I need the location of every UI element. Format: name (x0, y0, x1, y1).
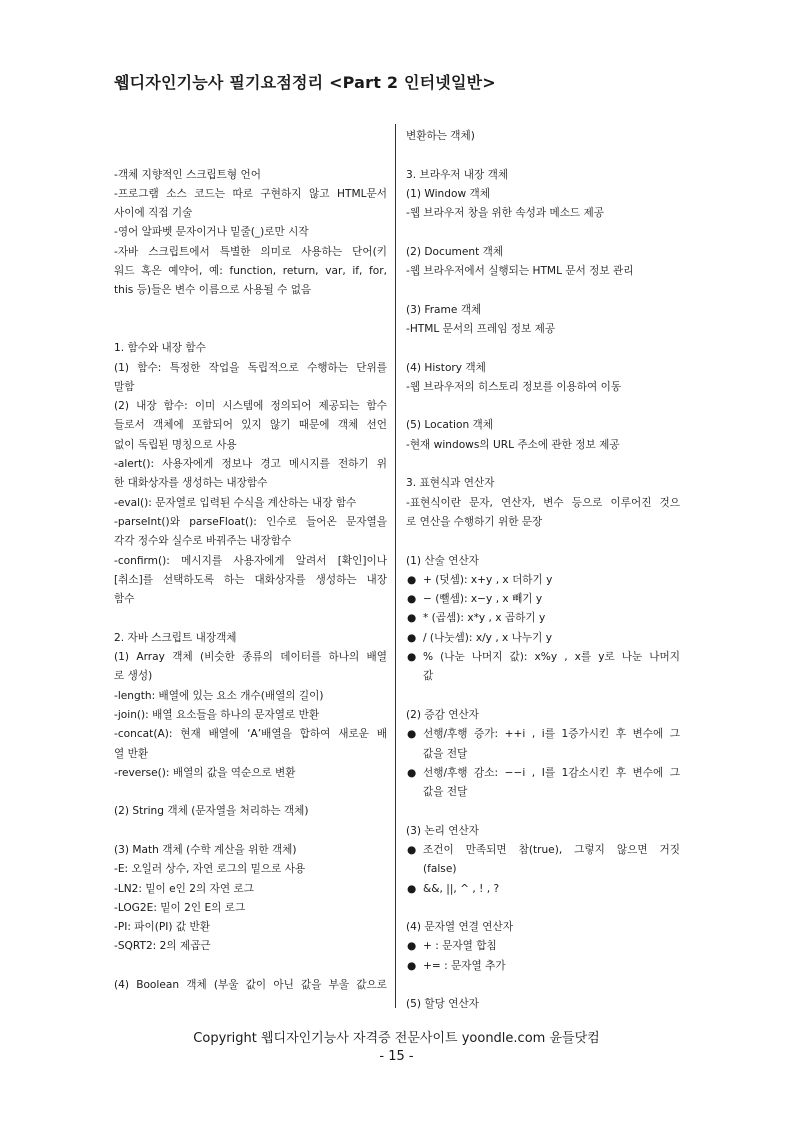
bullet-item (406, 629, 680, 648)
bullet-item (406, 957, 680, 976)
blank-line (406, 802, 680, 821)
bullet-text: &&, ||, ^ , ! , ? (423, 882, 500, 895)
text-line: (2) String 객체 (문자열을 처리하는 객체) (114, 805, 309, 818)
bullet-item (406, 725, 680, 744)
text-line: (5) 할당 연산자 (406, 998, 479, 1011)
blank-line (406, 223, 680, 242)
text-line: 사이에 직접 기술 (114, 207, 193, 220)
text-line: 로 생성) (114, 670, 153, 683)
text-line: 워드 혹은 예약어, 예: function, return, var, if, for, (114, 265, 387, 278)
text-line: (1) 산술 연산자 (406, 554, 479, 567)
bullet-text: − (뺄셈): x−y , x 빼기 y (423, 593, 543, 606)
bullet-text: % (나눈 나머지 값): x%y , x를 y로 나눈 나머지 (423, 651, 680, 664)
bullet-text: 조건이 만족되면 참(true), 그렇지 않으면 거짓 (423, 843, 680, 856)
text-line: -웹 브라우저에서 실행되는 HTML 문서 정보 관리 (406, 265, 634, 278)
bullet-icon: ● (407, 612, 417, 625)
bullet-item (406, 648, 680, 667)
text-line: this 등)들은 변수 이름으로 사용될 수 없음 (114, 284, 312, 297)
bullet-text: += : 문자열 추가 (423, 959, 506, 972)
text-line: -reverse(): 배열의 값을 역순으로 변환 (114, 766, 296, 779)
text-line: 로 연산을 수행하기 위한 문장 (406, 515, 543, 528)
bullet-icon: ● (407, 728, 417, 741)
text-line: 3. 브라우저 내장 객체 (406, 168, 509, 181)
text-line: 각각 정수와 실수로 바꿔주는 내장함수 (114, 535, 292, 548)
text-line: (4) Boolean 객체 (부울 값이 아닌 값을 부울 값으로 (114, 979, 387, 992)
text-line: 변환하는 객체) (406, 130, 475, 142)
text-line: -객체 지향적인 스크립트형 언어 (114, 168, 261, 181)
text-line: (5) Location 객체 (406, 419, 494, 432)
column-divider (395, 124, 396, 1008)
text-line: 한 대화상자를 생성하는 내장함수 (114, 477, 268, 490)
bullet-continuation: (false) (423, 863, 457, 876)
text-line: (1) Array 객체 (비슷한 종류의 데이터를 하나의 배열 (114, 651, 387, 664)
bullet-continuation: 값을 전달 (423, 786, 468, 799)
blank-line (406, 146, 680, 165)
bullet-icon: ● (407, 593, 417, 606)
text-line: 없이 독립된 명칭으로 사용 (114, 438, 237, 451)
page-title: 웹디자인기능사 필기요점정리 <Part 2 인터넷일반> (114, 73, 496, 92)
blank-line (114, 783, 387, 802)
text-line: (3) Frame 객체 (406, 303, 482, 316)
bullet-icon: ● (407, 573, 417, 586)
text-line: (3) 논리 연산자 (406, 824, 479, 837)
blank-line (114, 301, 387, 320)
bullet-text: + (덧셈): x+y , x 더하기 y (423, 573, 553, 586)
bullet-text: * (곱셈): x*y , x 곱하기 y (423, 612, 546, 625)
text-line: -HTML 문서의 프레임 정보 제공 (406, 322, 556, 335)
blank-line (406, 899, 680, 918)
bullet-text: / (나눗셈): x/y , x 나누기 y (423, 631, 553, 644)
bullet-item (406, 571, 680, 590)
blank-line (406, 532, 680, 551)
text-line: -parseInt()와 parseFloat(): 인수로 들어온 문자열을 (114, 515, 387, 528)
bullet-icon: ● (407, 959, 417, 972)
bullet-continuation: 값을 전달 (423, 747, 468, 760)
left-column (114, 127, 387, 995)
blank-line (114, 320, 387, 339)
bullet-icon: ● (407, 940, 417, 953)
text-line: 함수 (114, 593, 135, 606)
bullet-text: + : 문자열 합침 (423, 940, 497, 953)
text-line: -자바 스크립트에서 특별한 의미로 사용하는 단어(키 (114, 245, 387, 258)
text-line: -E: 오일러 상수, 자연 로그의 밑으로 사용 (114, 863, 306, 876)
blank-line (406, 687, 680, 706)
bullet-item (406, 764, 680, 783)
text-line: 3. 표현식과 연산자 (406, 477, 495, 490)
text-line: -LN2: 밑이 e인 2의 자연 로그 (114, 882, 254, 895)
text-line: (4) 문자열 연결 연산자 (406, 921, 513, 934)
text-line: -LOG2E: 밑이 2인 E의 로그 (114, 901, 246, 914)
text-line: (2) Document 객체 (406, 245, 504, 258)
text-line: (1) Window 객체 (406, 187, 490, 200)
text-line: -웹 브라우저의 히스토리 정보를 이용하여 이동 (406, 380, 622, 393)
blank-line (406, 397, 680, 416)
bullet-icon: ● (407, 651, 417, 664)
text-line: 들로서 객체에 포함되어 있지 않기 때문에 객체 선언 (114, 419, 387, 432)
text-line: -confirm(): 메시지를 사용자에게 알려서 [확인]이나 (114, 554, 387, 567)
blank-line (114, 146, 387, 165)
section-title (114, 127, 387, 146)
blank-line (406, 281, 680, 300)
text-line: -PI: 파이(PI) 값 반환 (114, 921, 210, 934)
bullet-text: 선행/후행 증가: ++i , i를 1증가시킨 후 변수에 그 (423, 728, 680, 741)
text-line: 열 반환 (114, 747, 149, 760)
text-line: 2. 자바 스크립트 내장객체 (114, 631, 237, 644)
text-line: -SQRT2: 2의 제곱근 (114, 940, 211, 953)
blank-line (406, 976, 680, 995)
text-line: -join(): 배열 요소들을 하나의 문자열로 반환 (114, 708, 320, 721)
text-line: -웹 브라우저 창을 위한 속성과 메소드 제공 (406, 207, 604, 220)
text-line: -표현식이란 문자, 연산자, 변수 등으로 이루어진 것으 (406, 496, 680, 509)
bullet-text: 선행/후행 감소: −−i , I를 1감소시킨 후 변수에 그 (423, 766, 680, 779)
bullet-item (406, 880, 680, 899)
bullet-icon: ● (407, 882, 417, 895)
blank-line (114, 957, 387, 976)
blank-line (406, 339, 680, 358)
right-column (406, 127, 680, 1015)
text-line: (3) Math 객체 (수학 계산을 위한 객체) (114, 843, 297, 856)
text-line: -alert(): 사용자에게 정보나 경고 메시지를 전하기 위 (114, 458, 387, 471)
footer-copyright: Copyright 웹디자인기능사 자격증 전문사이트 yoondle.com 윤들닷컴 (193, 1031, 600, 1046)
text-line: (2) 내장 함수: 이미 시스템에 정의되어 제공되는 함수 (114, 400, 387, 413)
text-line: (2) 증감 연산자 (406, 708, 479, 721)
text-line: (1) 함수: 특정한 작업을 독립적으로 수행하는 단위를 (114, 361, 387, 374)
bullet-icon: ● (407, 766, 417, 779)
text-line: -eval(): 문자열로 입력된 수식을 계산하는 내장 함수 (114, 496, 357, 509)
bullet-item (406, 841, 680, 860)
bullet-continuation: 값 (423, 670, 434, 683)
text-line: -영어 알파벳 문자이거나 밑줄(_)로만 시작 (114, 226, 309, 239)
text-line: -length: 배열에 있는 요소 개수(배열의 길이) (114, 689, 324, 702)
blank-line (406, 455, 680, 474)
text-line: 말함 (114, 380, 135, 393)
text-line: -concat(A): 현재 배열에 ‘A’배열을 합하여 새로운 배 (114, 728, 387, 741)
page-number: - 15 - (379, 1049, 414, 1064)
blank-line (114, 609, 387, 628)
left-column-body (114, 146, 387, 995)
text-line: (4) History 객체 (406, 361, 486, 374)
text-line: [취소]를 선택하도록 하는 대화상자를 생성하는 내장 (114, 573, 387, 586)
blank-line (114, 822, 387, 841)
bullet-icon: ● (407, 631, 417, 644)
right-column-body (406, 127, 680, 1015)
bullet-item (406, 609, 680, 628)
text-line: -프로그램 소스 코드는 따로 구현하지 않고 HTML문서 (114, 187, 387, 200)
bullet-item (406, 937, 680, 956)
bullet-icon: ● (407, 843, 417, 856)
text-line: 1. 함수와 내장 함수 (114, 342, 206, 355)
text-line: -현재 windows의 URL 주소에 관한 정보 제공 (406, 438, 620, 451)
bullet-item (406, 590, 680, 609)
